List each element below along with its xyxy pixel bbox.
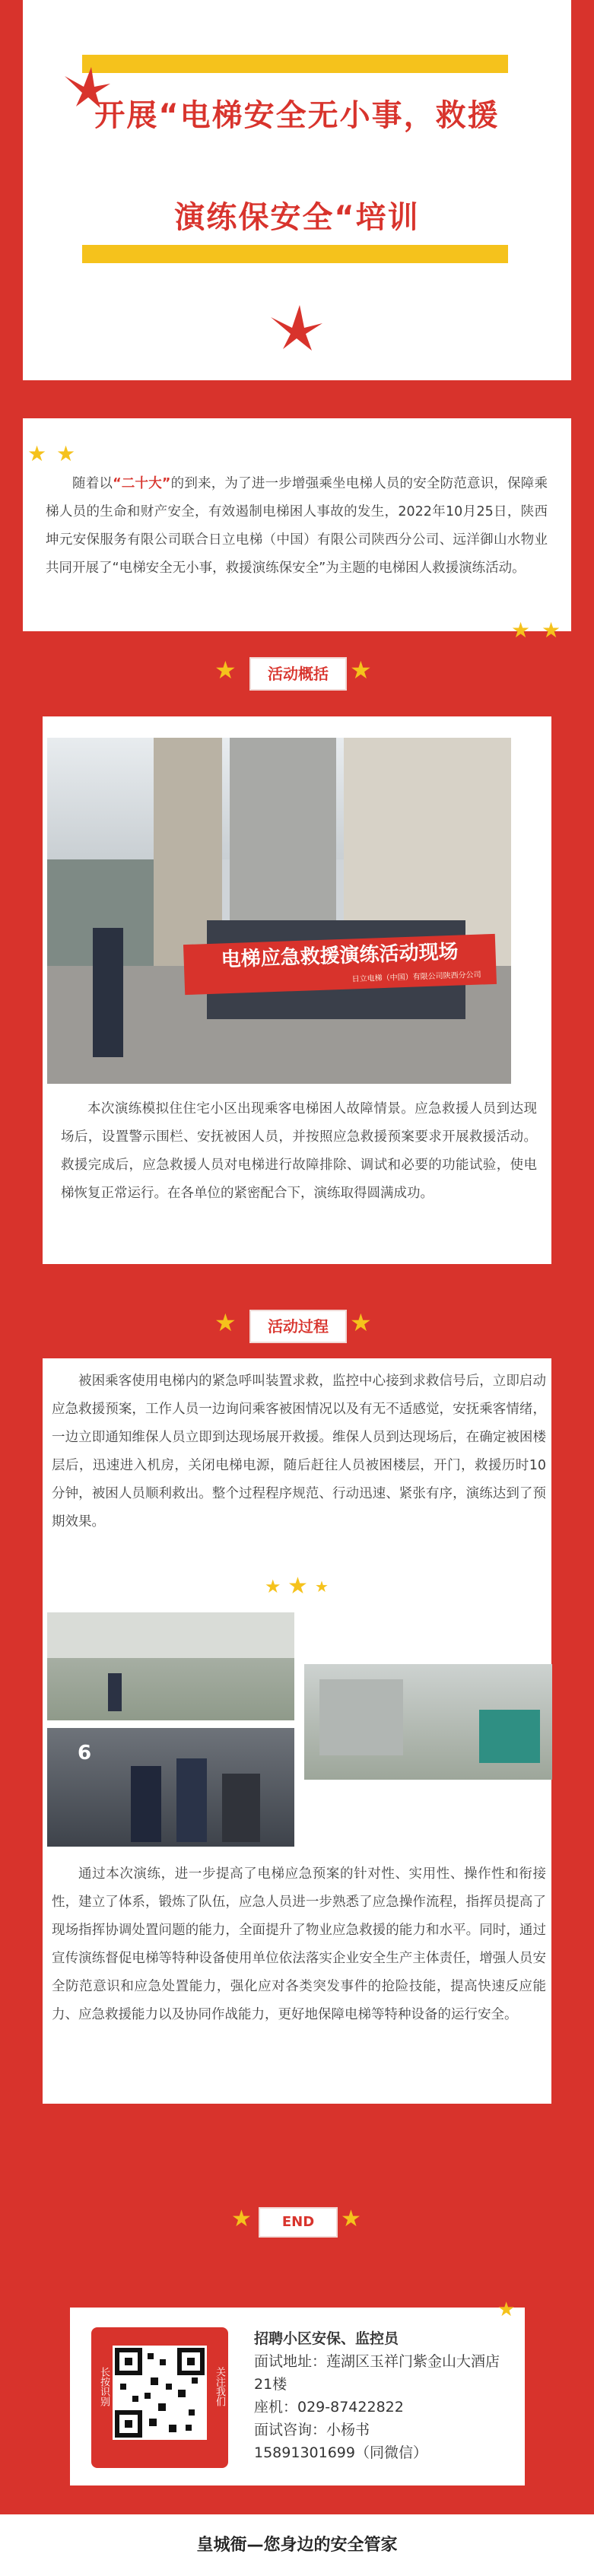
star-icon: ★: [27, 441, 47, 466]
intro-paragraph: 随着以“二十大”的到来，为了进一步增强乘坐电梯人员的安全防范意识，保障乘梯人员的生命和财产安全，有效遏制电梯困人事故的发生，2022年10月25日，陕西坤元安保服务有限公司联合日立电梯（中国）有限公司陕西分公司、远洋御山水物业共同开展了“电梯安全无小事，救援演练保安全”为主题的电梯困人救援演练活动。: [46, 476, 548, 576]
section2-paragraph2: 通过本次演练，进一步提高了电梯应急预案的针对性、实用性、操作性和衔接性，建立了体系，锻炼了队伍，应急人员进一步熟悉了应急操作流程，指挥员提高了现场指挥协调处置问题的能力，全面提升了物业应急救援的能力和水平。同时，通过宣传演练督促电梯等特种设备使用单位依法落实企业安全生产主体责任，增强人员安全防范意识和应急处置能力，强化应对各类突发事件的抢险技能，提高快速反应能力、应急救援能力以及协同作战能力，更好地保障电梯等特种设备的运行安全。: [52, 1866, 546, 2022]
rescue-photo-outdoor: [47, 1612, 294, 1720]
star-icon: ★: [350, 1308, 372, 1337]
section2-tag: 活动过程: [249, 1310, 347, 1343]
page-title-line1: 开展“电梯安全无小事，救援: [94, 98, 500, 133]
team-banner-photo: [47, 738, 511, 1084]
star-icon: ★: [542, 618, 561, 643]
star-icon: ★: [511, 618, 531, 643]
footer-line1: 招聘小区安保、监控员: [254, 2330, 399, 2347]
rescue-photo-lobby: [304, 1664, 552, 1780]
title-bottom-bar: [82, 245, 508, 263]
elevator-floor-sign: 6: [78, 1742, 92, 1764]
page-title-line2: 演练保安全“培训: [174, 200, 420, 235]
banner-subtext: 日立电梯（中国）有限公司陕西分公司: [351, 970, 481, 984]
star-icon: ★: [56, 441, 76, 466]
qr-right-label: 关注我们: [214, 2367, 225, 2406]
title-top-bar: [82, 55, 508, 73]
star-icon: ★: [497, 2298, 516, 2321]
star-icon: ★: [341, 2206, 361, 2232]
star-icon: ★: [287, 1573, 308, 1599]
bird-icon: [266, 300, 327, 354]
rescue-photo-elevator: [47, 1728, 294, 1847]
end-tag: END: [259, 2207, 338, 2238]
qr-code-icon[interactable]: [113, 2346, 207, 2440]
star-icon: ★: [231, 2206, 252, 2232]
footer-line3: 21楼: [254, 2376, 287, 2393]
slogan-band: [0, 2514, 594, 2576]
footer-line4: 座机：029-87422822: [254, 2399, 404, 2416]
star-icon: ★: [214, 1308, 237, 1337]
star-icon: ★: [214, 656, 237, 684]
section2-paragraph1: 被困乘客使用电梯内的紧急呼叫装置求救，监控中心接到求救信号后，立即启动应急救援预案，工作人员一边询问乘客被困情况以及有无不适感觉，安抚乘客情绪，一边立即通知维保人员立即到达现场展开救援。维保人员到达现场后，在确定被困楼层后，迅速进入机房，关闭电梯电源，随后赶往人员被困楼层，开门，救援历时10分钟，被困人员顺利救出。整个过程程序规范、行动迅速、紧张有序，演练达到了预期效果。: [52, 1374, 546, 1529]
footer-line5: 面试咨询：小杨书: [254, 2422, 370, 2438]
qr-frame: [91, 2327, 228, 2468]
star-icon: ★: [350, 656, 372, 684]
section1-paragraph: 本次演练模拟住住宅小区出现乘客电梯困人故障情景。应急救援人员到达现场后，设置警示围栏、安抚被困人员，并按照应急救援预案要求开展救援活动。救援完成后，应急救援人员对电梯进行故障排除、调试和必要的功能试验，使电梯恢复正常运行。在各单位的紧密配合下，演练取得圆满成功。: [61, 1101, 537, 1201]
star-icon: ★: [315, 1577, 329, 1596]
slogan-text: 皇城衙—您身边的安全管家: [196, 2536, 398, 2555]
star-icon: ★: [265, 1576, 281, 1597]
qr-left-label: 长按识别: [98, 2367, 110, 2406]
footer-line2: 面试地址：莲湖区玉祥门紫金山大酒店: [254, 2353, 500, 2370]
section1-tag: 活动概括: [249, 657, 347, 691]
banner-text: 电梯应急救援演练活动现场: [221, 940, 459, 972]
footer-contact: [254, 2327, 513, 2464]
footer-line6: 15891301699（同微信）: [254, 2444, 427, 2461]
